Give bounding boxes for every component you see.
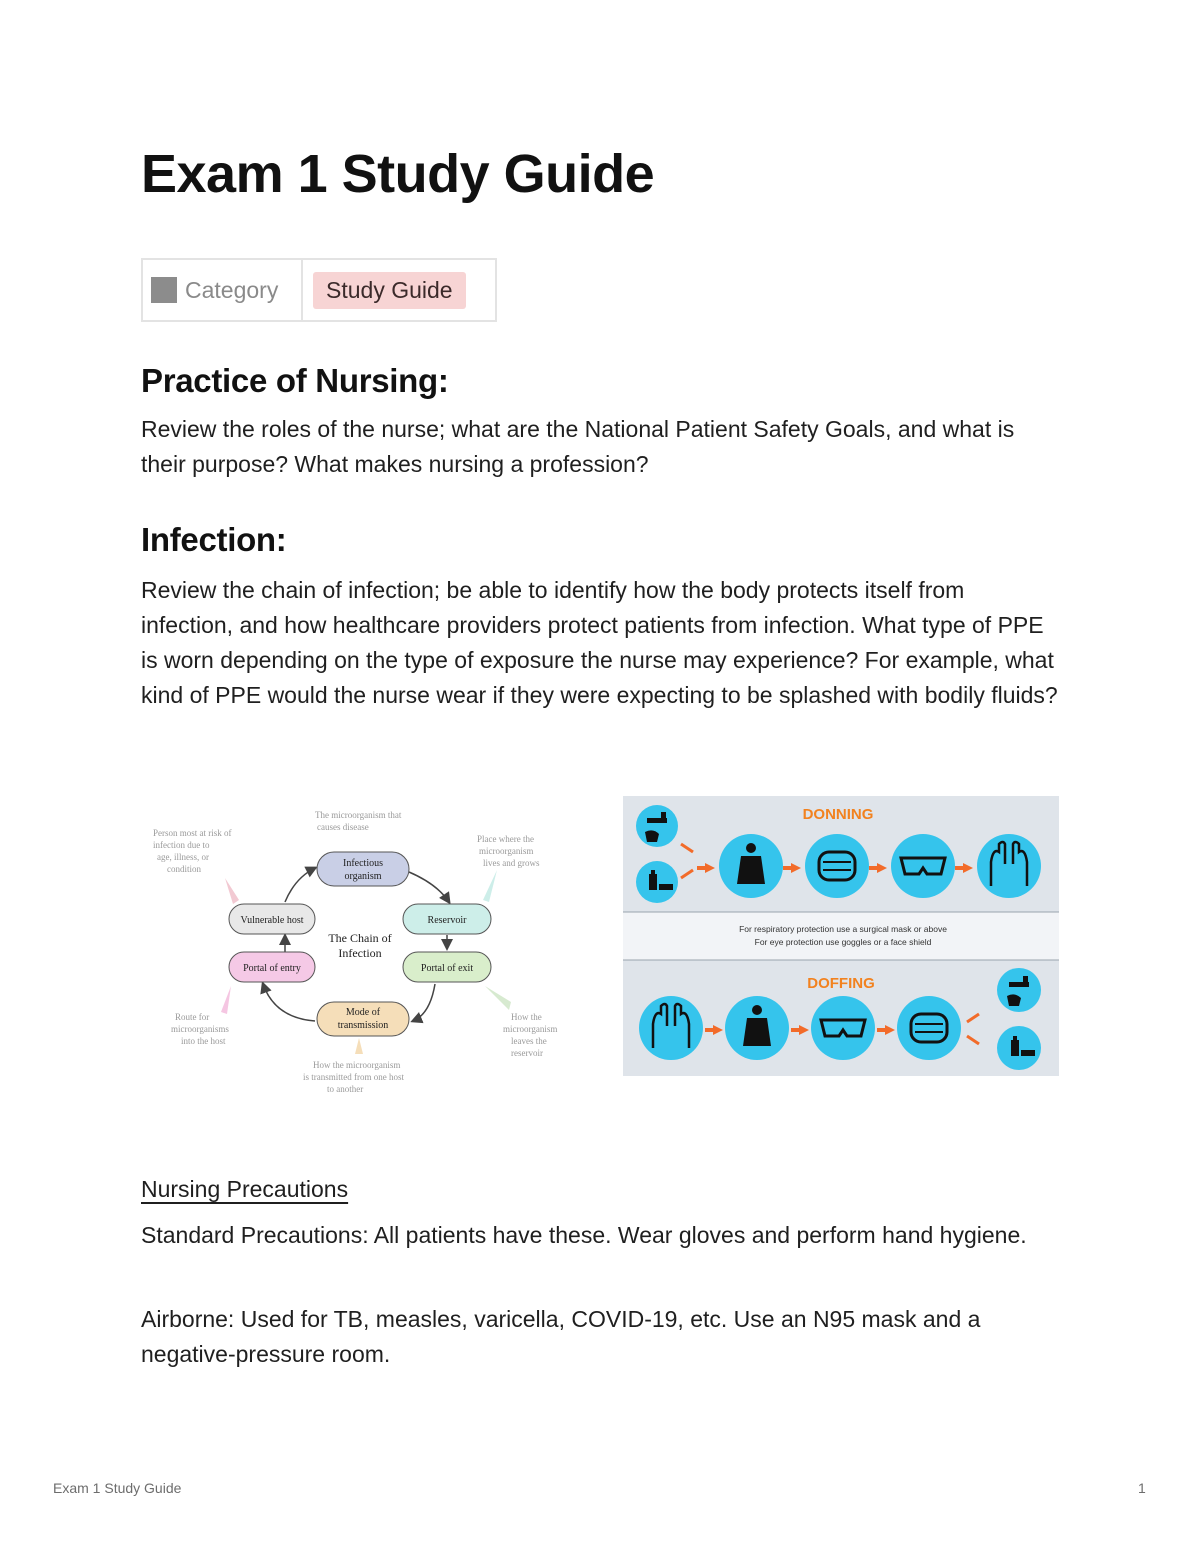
- handwash-icon: [997, 968, 1041, 1012]
- svg-text:condition: condition: [167, 864, 201, 874]
- ppe-note-1: For respiratory protection use a surgical mask or above: [739, 924, 947, 934]
- ppe-donning-doffing-figure: [623, 796, 1059, 1076]
- footer-title: Exam 1 Study Guide: [53, 1480, 182, 1496]
- gloves-icon: [639, 996, 703, 1060]
- svg-text:organism: organism: [344, 871, 382, 882]
- svg-text:Portal of exit: Portal of exit: [420, 963, 474, 974]
- page-number: 1: [1138, 1480, 1146, 1496]
- svg-text:Vulnerable host: Vulnerable host: [240, 915, 304, 926]
- chain-node-infectious-organism: [317, 852, 409, 886]
- hand-sanitizer-icon: [997, 1026, 1041, 1070]
- svg-text:How the microorganism: How the microorganism: [313, 1060, 401, 1070]
- goggles-icon: [811, 996, 875, 1060]
- svg-text:Route for: Route for: [175, 1012, 210, 1022]
- svg-text:into the host: into the host: [181, 1036, 226, 1046]
- svg-text:Place where the: Place where the: [477, 834, 534, 844]
- svg-text:age, illness, or: age, illness, or: [157, 852, 209, 862]
- goggles-icon: [891, 834, 955, 898]
- svg-text:Portal of entry: Portal of entry: [243, 963, 301, 974]
- mask-icon: [805, 834, 869, 898]
- svg-text:Reservoir: Reservoir: [427, 915, 467, 926]
- svg-text:microorganism: microorganism: [503, 1024, 558, 1034]
- property-value[interactable]: [303, 260, 495, 320]
- doffing-heading: DOFFING: [807, 975, 875, 992]
- chain-node-portal-of-entry: [229, 952, 315, 982]
- ppe-note-2: For eye protection use goggles or a face shield: [754, 937, 932, 947]
- svg-text:microorganism: microorganism: [479, 846, 534, 856]
- svg-text:reservoir: reservoir: [511, 1048, 543, 1058]
- mask-icon: [897, 996, 961, 1060]
- section-heading-practice: Practice of Nursing:: [141, 362, 449, 399]
- svg-text:Person most at risk of: Person most at risk of: [153, 828, 232, 838]
- property-key-label: Category: [185, 276, 279, 303]
- svg-text:The microorganism that: The microorganism that: [315, 810, 402, 820]
- svg-text:leaves the: leaves the: [511, 1036, 547, 1046]
- section-text-practice: Review the roles of the nurse; what are the National Patient Safety Goals, and what is their purpose? What makes nursing a profession?: [141, 416, 1015, 477]
- page-title: Exam 1 Study Guide: [141, 144, 655, 204]
- svg-text:Infectious: Infectious: [343, 858, 383, 869]
- chain-center-label-2: Infection: [338, 946, 382, 960]
- gloves-icon: [977, 834, 1041, 898]
- svg-text:causes disease: causes disease: [317, 822, 369, 832]
- svg-text:microorganisms: microorganisms: [171, 1024, 229, 1034]
- svg-text:is transmitted from one host: is transmitted from one host: [303, 1072, 404, 1082]
- section-heading-infection: Infection:: [141, 521, 287, 558]
- svg-text:transmission: transmission: [337, 1020, 389, 1031]
- gown-icon: [719, 834, 783, 898]
- chain-of-infection-figure: [145, 796, 585, 1106]
- handwash-icon: [636, 805, 678, 847]
- property-key: [143, 260, 303, 320]
- chain-node-vulnerable-host: [229, 904, 315, 934]
- chain-node-mode-of-transmission: [317, 1002, 409, 1036]
- property-row: [141, 258, 497, 322]
- donning-heading: DONNING: [802, 806, 874, 823]
- gown-icon: [725, 996, 789, 1060]
- svg-text:infection due to: infection due to: [153, 840, 210, 850]
- svg-text:How the: How the: [511, 1012, 542, 1022]
- chain-node-portal-of-exit: [403, 952, 491, 982]
- section-text-infection: Review the chain of infection; be able to identify how the body protects itself from infection, and how healthcare providers protect patients from infection. What type of PPE is worn depending on the type of exposure the nurse may experience? For example, what kind of PPE would the nurse wear if they were expecting to be splashed with bodily fluids?: [141, 577, 1058, 708]
- svg-text:lives and grows: lives and grows: [483, 858, 540, 868]
- chain-center-label-1: The Chain of: [328, 931, 392, 945]
- svg-text:to another: to another: [327, 1084, 364, 1094]
- precautions-heading: Nursing Precautions: [141, 1176, 349, 1202]
- precaution-airborne: Airborne: Used for TB, measles, varicella, COVID-19, etc. Use an N95 mask and a negative-pressure room.: [141, 1306, 981, 1367]
- precaution-standard: Standard Precautions: All patients have these. Wear gloves and perform hand hygiene.: [141, 1222, 1027, 1248]
- category-tag[interactable]: Study Guide: [313, 272, 466, 309]
- chain-node-reservoir: [403, 904, 491, 934]
- category-icon: [151, 277, 177, 303]
- svg-text:Mode of: Mode of: [345, 1007, 381, 1018]
- hand-sanitizer-icon: [636, 861, 678, 903]
